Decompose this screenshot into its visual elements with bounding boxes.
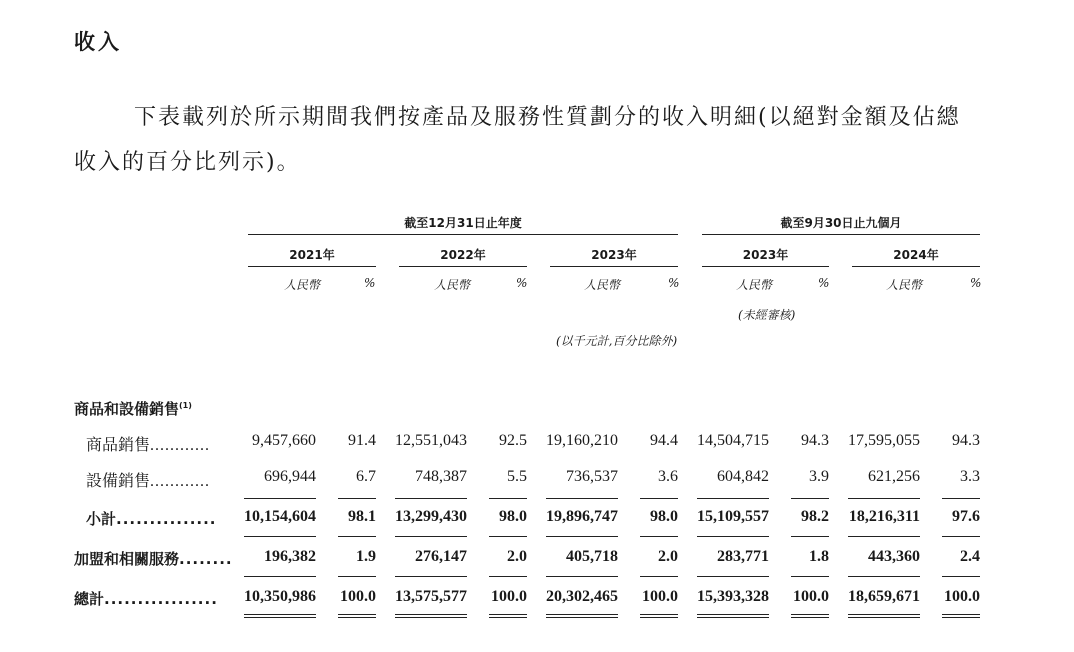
year-header-2023-9m: 2023年 xyxy=(742,248,789,262)
rule-above-total xyxy=(791,576,829,577)
footnote-marker: (1) xyxy=(179,401,192,410)
percent-cell: 100.0 xyxy=(793,588,829,605)
percent-cell: 3.3 xyxy=(960,468,980,485)
rule-above-total xyxy=(395,576,467,577)
rule-double-total xyxy=(338,617,376,618)
row-label xyxy=(86,468,210,491)
percent-cell: 2.4 xyxy=(960,548,980,565)
percent-cell: 98.0 xyxy=(650,508,678,525)
row-label xyxy=(74,588,218,609)
rule-below-subtotal xyxy=(697,536,769,537)
percent-cell: 3.9 xyxy=(809,468,829,485)
group-rule-annual xyxy=(248,234,678,235)
amount-cell: 736,537 xyxy=(566,468,618,485)
percent-cell: 100.0 xyxy=(491,588,527,605)
rule-below-subtotal xyxy=(942,536,980,537)
row-label xyxy=(74,548,233,569)
amount-cell: 276,147 xyxy=(415,548,467,565)
rule-above-total xyxy=(942,576,980,577)
leader-dots: ............ xyxy=(150,437,211,454)
amount-cell: 748,387 xyxy=(415,468,467,485)
rule-below-subtotal xyxy=(489,536,527,537)
rule-double-total xyxy=(848,614,920,615)
rule-below-subtotal xyxy=(395,536,467,537)
rule-above-subtotal xyxy=(640,498,678,499)
percent-cell: 91.4 xyxy=(348,432,376,449)
rule-double-total xyxy=(489,614,527,615)
percent-cell: 1.8 xyxy=(809,548,829,565)
percent-header: % xyxy=(516,276,528,290)
rule-below-subtotal xyxy=(546,536,618,537)
rule-above-total xyxy=(489,576,527,577)
currency-header: 人民幣 xyxy=(736,278,773,292)
rule-above-total xyxy=(546,576,618,577)
rule-above-subtotal xyxy=(244,498,316,499)
row-label-text: 總計 xyxy=(74,590,105,608)
row-label xyxy=(86,432,210,455)
percent-header: % xyxy=(970,276,982,290)
percent-cell: 5.5 xyxy=(507,468,527,485)
amount-cell: 10,350,986 xyxy=(244,588,316,605)
row-label-text: 設備銷售 xyxy=(86,473,151,490)
rule-above-subtotal xyxy=(338,498,376,499)
amount-cell: 20,302,465 xyxy=(546,588,618,605)
percent-cell: 1.9 xyxy=(356,548,376,565)
amount-cell: 9,457,660 xyxy=(252,432,316,449)
amount-cell: 17,595,055 xyxy=(848,432,920,449)
year-rule xyxy=(852,266,980,267)
percent-cell: 100.0 xyxy=(340,588,376,605)
amount-cell: 12,551,043 xyxy=(395,432,467,449)
percent-cell: 92.5 xyxy=(499,432,527,449)
rule-double-total xyxy=(697,614,769,615)
amount-cell: 13,299,430 xyxy=(395,508,467,525)
percent-cell: 94.4 xyxy=(650,432,678,449)
rule-double-total xyxy=(338,614,376,615)
leader-dots: ........ xyxy=(179,550,233,568)
rule-above-total xyxy=(244,576,316,577)
units-note: (以千元計,百分比除外) xyxy=(556,334,678,348)
rule-double-total xyxy=(848,617,920,618)
leader-dots: ............... xyxy=(116,510,217,528)
percent-cell: 3.6 xyxy=(658,468,678,485)
section-label xyxy=(74,398,192,419)
year-rule xyxy=(399,266,527,267)
rule-above-subtotal xyxy=(791,498,829,499)
rule-double-total xyxy=(395,614,467,615)
group-header-annual: 截至12月31日止年度 xyxy=(404,216,522,230)
row-label-text: 加盟和相關服務 xyxy=(74,550,180,568)
amount-cell: 443,360 xyxy=(868,548,920,565)
rule-double-total xyxy=(640,617,678,618)
amount-cell: 14,504,715 xyxy=(697,432,769,449)
percent-header: % xyxy=(364,276,376,290)
amount-cell: 18,659,671 xyxy=(848,588,920,605)
rule-double-total xyxy=(244,614,316,615)
unaudited-note: (未經審核) xyxy=(738,308,796,322)
amount-cell: 196,382 xyxy=(264,548,316,565)
rule-double-total xyxy=(640,614,678,615)
percent-cell: 2.0 xyxy=(507,548,527,565)
amount-cell: 283,771 xyxy=(717,548,769,565)
amount-cell: 15,393,328 xyxy=(697,588,769,605)
year-header-2023: 2023年 xyxy=(591,248,637,262)
percent-cell: 6.7 xyxy=(356,468,376,485)
percent-cell: 98.2 xyxy=(801,508,829,525)
currency-header: 人民幣 xyxy=(584,278,621,292)
year-header-2024-9m: 2024年 xyxy=(893,248,939,262)
row-label-text: 小計 xyxy=(86,510,117,528)
currency-header: 人民幣 xyxy=(886,278,923,292)
percent-cell: 100.0 xyxy=(944,588,980,605)
rule-below-subtotal xyxy=(244,536,316,537)
rule-above-subtotal xyxy=(697,498,769,499)
intro-line-1: 下表載列於所示期間我們按產品及服務性質劃分的收入明細(以絕對金額及佔總 xyxy=(134,105,961,130)
group-header-nine-months: 截至9月30日止九個月 xyxy=(780,216,902,230)
rule-above-subtotal xyxy=(546,498,618,499)
percent-cell: 100.0 xyxy=(642,588,678,605)
rule-below-subtotal xyxy=(338,536,376,537)
percent-cell: 94.3 xyxy=(952,432,980,449)
amount-cell: 10,154,604 xyxy=(244,508,316,525)
rule-below-subtotal xyxy=(791,536,829,537)
intro-line-2: 收入的百分比列示)。 xyxy=(74,150,301,175)
percent-cell: 2.0 xyxy=(658,548,678,565)
year-header-2022: 2022年 xyxy=(440,248,486,262)
rule-above-subtotal xyxy=(942,498,980,499)
rule-double-total xyxy=(395,617,467,618)
rule-above-subtotal xyxy=(489,498,527,499)
rule-double-total xyxy=(942,614,980,615)
percent-cell: 94.3 xyxy=(801,432,829,449)
amount-cell: 18,216,311 xyxy=(848,508,920,525)
leader-dots: ................. xyxy=(104,590,218,608)
amount-cell: 621,256 xyxy=(868,468,920,485)
year-rule xyxy=(550,266,678,267)
rule-double-total xyxy=(489,617,527,618)
section-heading: 收入 xyxy=(74,30,122,54)
rule-above-total xyxy=(338,576,376,577)
leader-dots: ............ xyxy=(150,473,211,490)
section-label-text: 商品和設備銷售 xyxy=(74,400,180,418)
rule-double-total xyxy=(244,617,316,618)
amount-cell: 13,575,577 xyxy=(395,588,467,605)
currency-header: 人民幣 xyxy=(434,278,471,292)
group-rule-nine-months xyxy=(702,234,980,235)
rule-double-total xyxy=(791,614,829,615)
rule-double-total xyxy=(546,617,618,618)
rule-double-total xyxy=(697,617,769,618)
row-label-text: 商品銷售 xyxy=(86,437,151,454)
rule-below-subtotal xyxy=(640,536,678,537)
year-header-2021: 2021年 xyxy=(289,248,335,262)
rule-above-subtotal xyxy=(848,498,920,499)
row-label xyxy=(86,508,217,529)
amount-cell: 405,718 xyxy=(566,548,618,565)
percent-cell: 98.0 xyxy=(499,508,527,525)
year-rule xyxy=(248,266,376,267)
amount-cell: 15,109,557 xyxy=(697,508,769,525)
rule-below-subtotal xyxy=(848,536,920,537)
percent-cell: 98.1 xyxy=(348,508,376,525)
rule-above-total xyxy=(640,576,678,577)
rule-above-total xyxy=(697,576,769,577)
rule-double-total xyxy=(791,617,829,618)
percent-header: % xyxy=(818,276,830,290)
rule-above-subtotal xyxy=(395,498,467,499)
currency-header: 人民幣 xyxy=(284,278,321,292)
amount-cell: 604,842 xyxy=(717,468,769,485)
rule-double-total xyxy=(942,617,980,618)
rule-above-total xyxy=(848,576,920,577)
year-rule xyxy=(702,266,829,267)
percent-cell: 97.6 xyxy=(952,508,980,525)
amount-cell: 19,160,210 xyxy=(546,432,618,449)
amount-cell: 19,896,747 xyxy=(546,508,618,525)
rule-double-total xyxy=(546,614,618,615)
percent-header: % xyxy=(668,276,680,290)
amount-cell: 696,944 xyxy=(264,468,316,485)
